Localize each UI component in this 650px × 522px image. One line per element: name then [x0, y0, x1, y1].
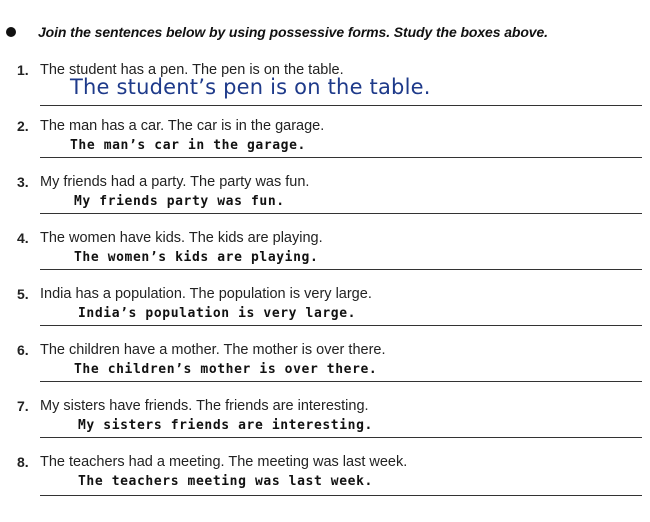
instruction-text: Join the sentences below by using possessive forms. Study the boxes above.: [38, 24, 548, 40]
question-text: The man has a car. The car is in the garage.: [40, 118, 325, 134]
question-text: My sisters have friends. The friends are interesting.: [40, 398, 369, 414]
item-number: 8.: [17, 454, 29, 470]
answer-text: The teachers meeting was last week.: [78, 474, 373, 489]
item-number: 6.: [17, 342, 29, 358]
answer-line: [40, 269, 642, 270]
question-text: The teachers had a meeting. The meeting was last week.: [40, 454, 408, 470]
answer-text: The children’s mother is over there.: [74, 362, 378, 377]
question-text: India has a population. The population is very large.: [40, 286, 372, 302]
exercise-item-8: [0, 454, 650, 510]
item-number: 3.: [17, 174, 29, 190]
question-text: The children have a mother. The mother is over there.: [40, 342, 386, 358]
exercise-item-5: [0, 286, 650, 342]
question-text: My friends had a party. The party was fun.: [40, 174, 310, 190]
answer-text: My friends party was fun.: [74, 194, 285, 209]
bullet-icon: [6, 27, 16, 37]
answer-text: The student’s pen is on the table.: [70, 75, 431, 99]
answer-line: [40, 437, 642, 438]
item-number: 7.: [17, 398, 29, 414]
instruction-row: [6, 20, 548, 44]
exercise-item-7: [0, 398, 650, 454]
answer-line: [40, 325, 642, 326]
exercise-item-1: [0, 62, 650, 118]
exercise-item-4: [0, 230, 650, 286]
answer-text: India’s population is very large.: [78, 306, 357, 321]
exercise-item-2: [0, 118, 650, 174]
answer-line: [40, 213, 642, 214]
item-number: 5.: [17, 286, 29, 302]
answer-line: [40, 495, 642, 496]
exercise-item-6: [0, 342, 650, 398]
item-number: 1.: [17, 62, 29, 78]
exercise-item-3: [0, 174, 650, 230]
answer-line: [40, 105, 642, 106]
answer-line: [40, 381, 642, 382]
question-text: The women have kids. The kids are playing.: [40, 230, 323, 246]
item-number: 2.: [17, 118, 29, 134]
answer-text: My sisters friends are interesting.: [78, 418, 373, 433]
answer-text: The women’s kids are playing.: [74, 250, 319, 265]
question-text: The student has a pen. The pen is on the table.: [40, 62, 344, 78]
answer-text: The man’s car in the garage.: [70, 138, 306, 153]
answer-line: [40, 157, 642, 158]
item-number: 4.: [17, 230, 29, 246]
